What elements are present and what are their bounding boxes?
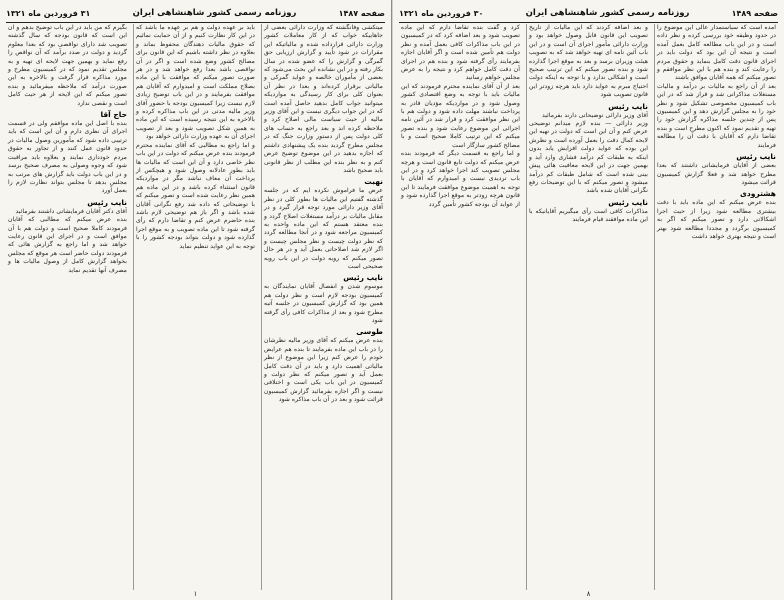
speaker-heading: نایب رئیس: [736, 152, 776, 162]
left-page-title: روزنامه رسمی کشور شاهنشاهی ایران: [132, 8, 297, 18]
right-page-number: صفحه ۱۴۸۹: [731, 8, 778, 18]
right-page-column-3: [399, 24, 522, 590]
body-paragraph: موسوم شدن و انفصال آقایان نمایندگان به کمیسیون بودجه لازم است و نظر دولت هم همین بود که گزارش کمیسیون در جلسه آتیه مطرح شود و بعد از مذاکرات کافی رأی گرفته شود: [264, 283, 383, 324]
speaker-heading: نایب رئیس: [608, 197, 648, 207]
body-paragraph: بنده با اصل این ماده موافقم ولی در قسمت اجرای آن نظری دارم و آن این است که باید ترتیبی داده شود که مأمورین وصول مالیات در حدود قانون عمل کنند و از تجاوز به حقوق مردم خودداری نمایند و بعلاوه باید مراقبت شود که وجوه وصولی به مصرف صحیح برسد و در این باب دولت باید گزارش های مرتب به مجلس بدهد تا مجلس بتواند نظارت لازم را بعمل آورد: [8, 120, 127, 195]
right-page-column-1: [654, 24, 778, 590]
body-paragraph: بعد از آن آقای نماینده محترم فرمودند که این مالیات باید با توجه به وضع اقتصادی کشور وصول شود و در مواردیکه مؤدیان قادر به پرداخت نباشند مهلت داده شود و دولت هم با این نظر موافقت کرد و قرار شد در آئین نامه اجرائی این موضوع رعایت شود و بنده تصور میکنم که این ترتیب کاملا صحیح است و با مصالح کشور سازگار است: [401, 82, 520, 149]
right-page-columns: [399, 24, 778, 590]
left-page-columns: [6, 24, 385, 590]
body-paragraph: و اما راجع به قسمت دیگر که فرمودند بنده عرض میکنم که دولت تابع قانون است و هرچه مجلس تصویب کند اجرا خواهد کرد و در این باب تردیدی نیست و امیدوارم که آقایان با توجه به اهمیت موضوع موافقت فرمایند تا این قانون هرچه زودتر به موقع اجرا گذارده شود و از عواید آن بودجه کشور تأمین گردد: [401, 150, 520, 208]
speaker-heading: نایب رئیس: [608, 101, 648, 111]
left-page-footer: ۱: [193, 590, 198, 598]
body-paragraph: و اما راجع به مطالبی که آقای نماینده محترم فرمودند بنده عرض میکنم که دولت در این باب نظر خاصی دارد و آن این است که مالیات ها باید بطور عادلانه وصول شود و هیچکس از پرداخت آن معاف نباشد مگر در مواردیکه قانون استثناء کرده باشد و در این ماده هم همین نظر رعایت شده است و تصور میکنم که با توضیحاتی که داده شد رفع نگرانی آقایان شده باشد و اگر باز هم توضیحی لازم باشد بنده حاضرم عرض کنم و تقاضا دارم که رأی گرفته شود تا این ماده تصویب و به موقع اجرا گذارده شود و دولت بتواند بودجه کشور را با توجه به این عواید تنظیم نماید: [136, 141, 255, 250]
right-page-footer: ۸: [586, 590, 591, 598]
left-page-date: ۳۱ فروردین ماه ۱۳۲۱: [6, 8, 91, 18]
right-page-date: ۳۰ فروردین ماه ۱۳۲۱: [399, 8, 484, 18]
speaker-heading: طوسی: [356, 327, 383, 337]
left-page-column-3: [6, 24, 129, 590]
body-paragraph: آقای وزیر دارائی توضیحاتی دارند بفرمائید: [542, 111, 648, 119]
body-paragraph: بنده عرض میکنم که این ماده باید با دقت بیشتری مطالعه شود زیرا از حیث اجرا اشکالاتی دارد و تصور میکنم که اگر به کمیسیون برگردد و مجددا مطالعه شود بهتر است و نتیجه بهتری خواهد داشت: [657, 199, 776, 240]
body-paragraph: عرض ما فراموش نکرده ایم که در جلسه گذشته گفتیم این مالیات ها بطور کلی در نظر آقای وزیر دارائی مورد توجه قرار گیرد و در مقابل مالیات بر درآمد مستغلات اصلاح گردد و بنده معتقد هستم که این ماده واحده به کمیسیون مراجعه شود و در آنجا مطالعه گردد که نظر دولت چیست و نظر مجلس چیست و اگر لازم شد اصلاحاتی بعمل آید و در هر حال تصور میکنم که رویه دولت در این باب رویه صحیحی است: [264, 187, 383, 270]
left-page-number: صفحه ۱۴۸۷: [338, 8, 385, 18]
speaker-heading: نهبت: [364, 177, 383, 187]
right-page-column-2: [526, 24, 650, 590]
speaker-heading: حاج آقا: [100, 110, 127, 120]
left-page-header: [6, 4, 385, 23]
body-paragraph: بعد از آن راجع به مالیات بر درآمد و مالیات مستغلات مذاکراتی شد و قرار شد که در این باب کمیسیون مخصوصی تشکیل شود و نظر خود را به مجلس گزارش دهد و این کمیسیون پس از چندین جلسه مذاکره گزارش خود را تهیه و تقدیم نمود که اکنون مطرح است و بنده تقاضا دارم که آقایان با دقت آن را مطالعه فرمایند: [657, 82, 776, 149]
body-paragraph: کرد و گفت بنده تقاضا دارم که این ماده تصویب شود و بعد اضافه کرد که در کمیسیون در این باب مذاکرات کافی بعمل آمده و نظر دولت هم تأمین شده است و اگر آقایان اجازه بفرمایند رأی گرفته شود و بنده هم در اجرای آن دقت کامل خواهم کرد و نتیجه را به عرض مجلس خواهم رسانید: [401, 24, 520, 82]
speaker-heading: نایب رئیس: [87, 197, 127, 207]
speaker-heading: هشترودی: [740, 189, 776, 199]
body-paragraph: و بعد اضافه کردند که این مالیات از تاریخ تصویب این قانون قابل وصول خواهد بود و وزارت دارائی مأمور اجرای آن است و در این باب آئین نامه ای تهیه خواهد شد که به تصویب هیئت وزیران برسد و بعد به موقع اجرا گذارده شود و بنده تصور میکنم که این ترتیب صحیح است و اشکالی ندارد و با توجه به اینکه دولت احتیاج مبرم به عواید دارد باید هرچه زودتر این قانون تصویب شود: [529, 24, 648, 99]
body-paragraph: مذاکرات کافی است رأی میگیریم آقایانیکه با این ماده موافقند قیام فرمایند: [529, 207, 648, 224]
left-page-column-2: [133, 24, 257, 590]
body-paragraph: بعضی از آقایان فرمایشاتی داشتند که بعدا مطرح خواهد شد و فعلا گزارش کمیسیون قرائت میشود: [657, 162, 776, 186]
body-paragraph: بنده عرض میکنم که آقای وزیر مالیه نظرشان را در باب این ماده بفرمایند تا بنده هم عرایض خودم را عرض کنم زیرا این موضوع از نظر مالیاتی اهمیت دارد و باید در آن دقت کامل بعمل آید و تصور میکنم که نظر دولت و کمیسیون در این باب یکی است و اختلافی نیست و اگر اجازه بفرمائید گزارش کمیسیون قرائت شود و بعد در آن باب مذاکره شود: [264, 337, 383, 404]
body-paragraph: وزیر دارائی — بنده لازم میدانم توضیحی عرض کنم و آن این است که دولت در تهیه این لایحه کمال دقت را بعمل آورده است و نظرش این بوده که عواید دولت افزایش یابد بدون اینکه به طبقات کم درآمد فشاری وارد آید و بهمین جهت در این لایحه معافیت هائی پیش بینی شده است که شامل طبقات کم درآمد میشود و تصور میکنم که با این توضیحات رفع نگرانی آقایان شده باشد: [529, 120, 648, 195]
body-paragraph: میتکشی وفانگشته که وزارت دارائی بعضی از جاهاییکه خواب که از کار معاملات کشور وزارت دارائی قرارداده شده و مالیاتیکه این مقرارات در شود تأیید و گزارش ارزیابی حق گمرگی و گزارش را که عضو شده در سال بکار رفته و در این نشانده این بحث می‌شود که بعضی از مأموران خالصه و عواید گمرکی و مالیاتی برقرار کرده‌اند و بعدا در نظر آن بعنوان کلی برای کار رسیدگی به مواردیکه میتوانید جواب کامل بدهید حاصل آمده است که در این جواب دیگری نیست و این آقای وزیر مالیه از حیث سیاست مالی اصلاح کرد و ملاحظه کرده اند و بعد راجع به حساب های کلی دولت پس از دستور وزارت جنگ که در مجلس مطرح گردید بنده یک پیشنهادی داشتم که اجازه بدهید در این موضوع توضیح عرض کنم و به نظر بنده این مطلب از نظر قانونی باید صحیح باشد: [264, 24, 383, 174]
right-page: [392, 0, 784, 600]
body-paragraph: آقای دکتر آقایان فرمایشاتی داشتند بفرمائید: [15, 207, 127, 215]
body-paragraph: باید بر عهده دولت و هم بر عهده ما باشد که در این کار نظارت کنیم و از آن حمایت نمائیم که حقوق مالیات دهندگان محفوظ بماند و بعلاوه در نظر داشته باشیم که این قانون برای مصالح کشور وضع شده است و اگر در آن نواقصی باشد بعدا رفع خواهد شد و در هر صورت تصور میکنم که موافقت با این ماده بصلاح مملکت است و امیدوارم که آقایان هم موافقت بفرمایند و در این باب توضیح زیادی لازم نیست زیرا کمیسیون بودجه با حضور آقای وزیر مالیه مدتی در این باب مذاکره کرده و بالاخره به این نتیجه رسیده است که این ماده به همین شکل تصویب شود و بعد از تصویب اجرای آن به عهده وزارت دارائی خواهد بود: [136, 24, 255, 141]
speaker-heading: نایب رئیس: [343, 273, 383, 283]
body-paragraph: بگیرم که من باید در این باب توضیح بدهم و آن این است که قانون بودجه که سال گذشته تصویب شد دارای نواقصی بود که بعدا معلوم گردید و دولت در صدد برآمد که آن نواقص را رفع نماید و بهمین جهت لایحه ای تهیه و به مجلس تقدیم نمود که در کمیسیون مطرح و مورد مذاکره قرار گرفت و بالاخره به این صورت درآمد که ملاحظه میفرمائید و بنده تصور میکنم که این لایحه از هر حیث کامل است و نقصی ندارد: [8, 24, 127, 107]
body-paragraph: بنده عرض میکنم که مطالبی که آقایان فرمودند کاملا صحیح است و دولت هم با آن موافق است و در اجرای این قانون رعایت خواهد شد و اما راجع به گزارش هائی که فرمودند دولت حاضر است هر موقع که مجلس بخواهد گزارش کامل از وصول مالیات ها و مصرف آنها تقدیم نماید: [8, 216, 127, 274]
body-paragraph: آمده است که سیاستمدار عالی این موضوع را در حدود وظیفه خود بررسی کرده و نظر داده است و در این باب مطالعه کامل بعمل آمده است و نتیجه آن این بود که دولت باید در اجرای قانون دقت کامل بنماید و حقوق مردم را رعایت کند و بنده هم با این نظر موافقم و تصور میکنم که همه آقایان موافق باشند: [657, 24, 776, 82]
right-page-title: روزنامه رسمی کشور شاهنشاهی ایران: [525, 8, 690, 18]
left-page-column-1: [261, 24, 385, 590]
right-page-header: [399, 4, 778, 23]
